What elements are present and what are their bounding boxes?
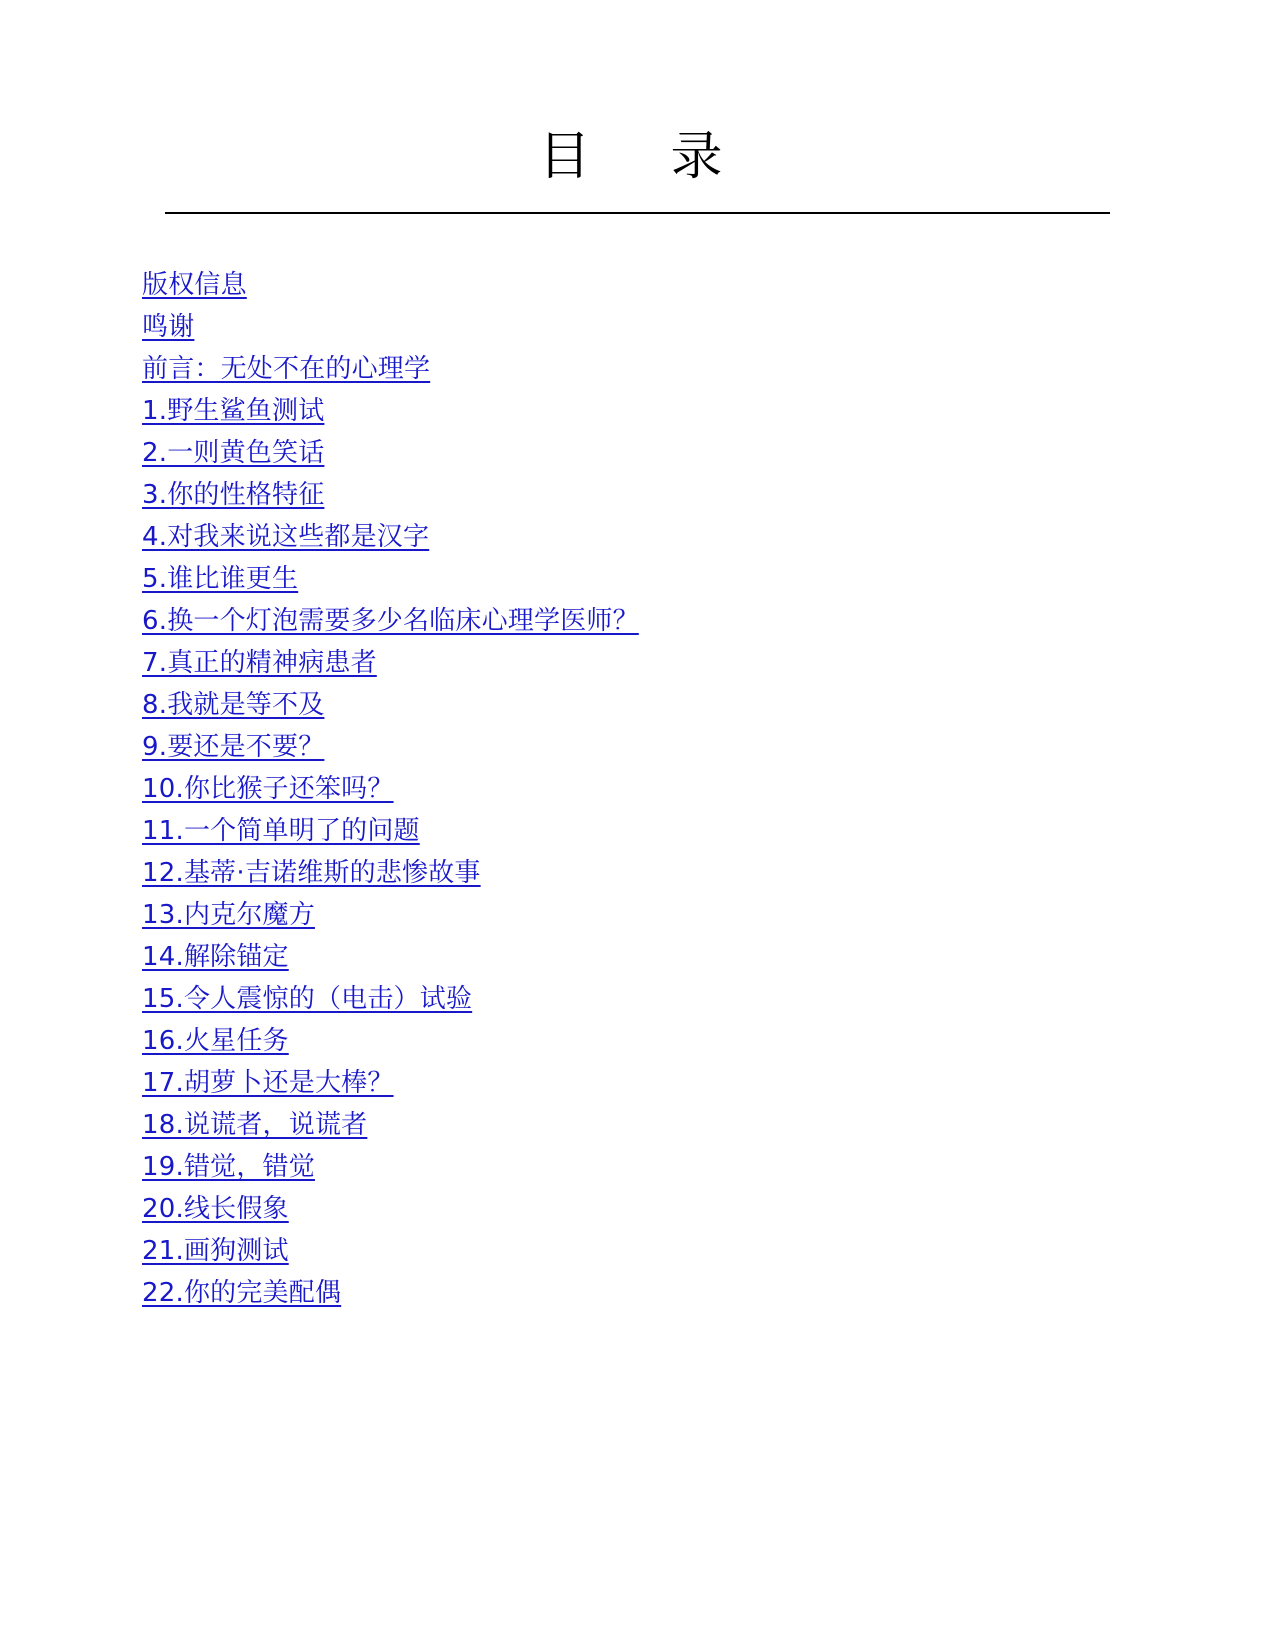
- toc-link[interactable]: 鸣谢: [142, 312, 195, 342]
- toc-link[interactable]: 18.说谎者，说谎者: [142, 1110, 368, 1140]
- toc-link[interactable]: 19.错觉，错觉: [142, 1152, 315, 1182]
- toc-link[interactable]: 1.野生鲨鱼测试: [142, 396, 325, 426]
- list-item: [142, 860, 1142, 902]
- toc-link[interactable]: 9.要还是不要？: [142, 732, 325, 762]
- list-item: [142, 734, 1142, 776]
- toc-link[interactable]: 20.线长假象: [142, 1194, 289, 1224]
- toc-link[interactable]: 3.你的性格特征: [142, 480, 325, 510]
- list-item: [142, 272, 1142, 314]
- list-item: [142, 524, 1142, 566]
- list-item: [142, 608, 1142, 650]
- list-item: [142, 1238, 1142, 1280]
- list-item: [142, 1070, 1142, 1112]
- list-item: [142, 440, 1142, 482]
- list-item: [142, 776, 1142, 818]
- toc-link[interactable]: 21.画狗测试: [142, 1236, 289, 1266]
- list-item: [142, 902, 1142, 944]
- toc-link[interactable]: 7.真正的精神病患者: [142, 648, 377, 678]
- title-divider: [165, 212, 1110, 214]
- list-item: [142, 818, 1142, 860]
- list-item: [142, 1112, 1142, 1154]
- list-item: [142, 482, 1142, 524]
- toc-link[interactable]: 8.我就是等不及: [142, 690, 325, 720]
- table-of-contents: [142, 272, 1142, 1322]
- list-item: [142, 986, 1142, 1028]
- list-item: [142, 1028, 1142, 1070]
- list-item: [142, 944, 1142, 986]
- list-item: [142, 314, 1142, 356]
- toc-link[interactable]: 14.解除锚定: [142, 942, 289, 972]
- toc-link[interactable]: 前言：无处不在的心理学: [142, 354, 431, 384]
- toc-link[interactable]: 12.基蒂·吉诺维斯的悲惨故事: [142, 858, 481, 888]
- toc-link[interactable]: 11.一个简单明了的问题: [142, 816, 420, 846]
- page-title: 目 录: [538, 127, 737, 187]
- toc-link[interactable]: 13.内克尔魔方: [142, 900, 315, 930]
- list-item: [142, 692, 1142, 734]
- toc-link[interactable]: 17.胡萝卜还是大棒？: [142, 1068, 394, 1098]
- list-item: [142, 1280, 1142, 1322]
- list-item: [142, 398, 1142, 440]
- toc-link[interactable]: 15.令人震惊的（电击）试验: [142, 984, 473, 1014]
- toc-link[interactable]: 16.火星任务: [142, 1026, 289, 1056]
- toc-link[interactable]: 10.你比猴子还笨吗？: [142, 774, 394, 804]
- toc-link[interactable]: 22.你的完美配偶: [142, 1278, 342, 1308]
- toc-link[interactable]: 6.换一个灯泡需要多少名临床心理学医师？: [142, 606, 639, 636]
- list-item: [142, 1196, 1142, 1238]
- list-item: [142, 1154, 1142, 1196]
- toc-link[interactable]: 版权信息: [142, 270, 247, 300]
- toc-link[interactable]: 2.一则黄色笑话: [142, 438, 325, 468]
- list-item: [142, 356, 1142, 398]
- toc-link[interactable]: 4.对我来说这些都是汉字: [142, 522, 430, 552]
- list-item: [142, 566, 1142, 608]
- list-item: [142, 650, 1142, 692]
- toc-link[interactable]: 5.谁比谁更生: [142, 564, 299, 594]
